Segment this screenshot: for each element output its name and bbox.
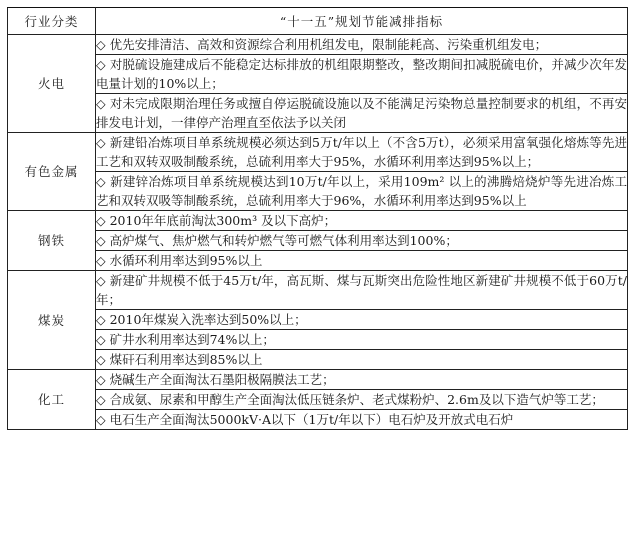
indicator-item: ◇ 煤矸石利用率达到85%以上 bbox=[96, 350, 628, 370]
indicator-item: ◇ 2010年年底前淘汰300m³ 及以下高炉； bbox=[96, 211, 628, 231]
category-cell: 有色金属 bbox=[8, 133, 96, 211]
table-header-row bbox=[8, 8, 628, 35]
table-row bbox=[8, 390, 628, 410]
indicator-item: ◇ 新建铅冶炼项目单系统规模必须达到5万t/年以上（不含5万t），必须采用富氧强化熔炼等先进工艺和双转双吸制酸系统，总硫利用率大于95%，水循环利用率达到95%以上； bbox=[96, 133, 628, 172]
table-row bbox=[8, 94, 628, 133]
header-indicators: “十一五”规划节能减排指标 bbox=[96, 8, 628, 35]
table-row bbox=[8, 35, 628, 55]
table-row bbox=[8, 310, 628, 330]
category-cell: 火电 bbox=[8, 35, 96, 133]
indicator-item: ◇ 合成氨、尿素和甲醇生产全面淘汰低压链条炉、老式煤粉炉、2.6m及以下造气炉等工艺； bbox=[96, 390, 628, 410]
table-row bbox=[8, 172, 628, 211]
table-row bbox=[8, 251, 628, 271]
header-category: 行业分类 bbox=[8, 8, 96, 35]
indicator-item: ◇ 2010年煤炭入洗率达到50%以上； bbox=[96, 310, 628, 330]
table-row bbox=[8, 231, 628, 251]
energy-saving-indicator-table bbox=[7, 7, 628, 430]
category-cell: 钢铁 bbox=[8, 211, 96, 271]
table-row bbox=[8, 211, 628, 231]
table-row bbox=[8, 55, 628, 94]
table-body bbox=[8, 35, 628, 430]
indicator-item: ◇ 新建矿井规模不低于45万t/年，高瓦斯、煤与瓦斯突出危险性地区新建矿井规模不低于60万t/年； bbox=[96, 271, 628, 310]
table-row bbox=[8, 350, 628, 370]
table-row bbox=[8, 410, 628, 430]
indicator-item: ◇ 矿井水利用率达到74%以上； bbox=[96, 330, 628, 350]
indicator-item: ◇ 新建锌冶炼项目单系统规模达到10万t/年以上，采用109m² 以上的沸腾焙烧炉等先进冶炼工艺和双转双吸等制酸系统，总硫利用率大于96%，水循环利用率达到95%以上 bbox=[96, 172, 628, 211]
indicator-item: ◇ 对未完成限期治理任务或擅自停运脱硫设施以及不能满足污染物总量控制要求的机组，不再安排发电计划，一律停产治理直至依法予以关闭 bbox=[96, 94, 628, 133]
indicator-item: ◇ 优先安排清洁、高效和资源综合利用机组发电，限制能耗高、污染重机组发电； bbox=[96, 35, 628, 55]
indicator-item: ◇ 电石生产全面淘汰5000kV·A以下（1万t/年以下）电石炉及开放式电石炉 bbox=[96, 410, 628, 430]
table-row bbox=[8, 271, 628, 310]
table-row bbox=[8, 133, 628, 172]
indicator-item: ◇ 高炉煤气、焦炉燃气和转炉燃气等可燃气体利用率达到100%； bbox=[96, 231, 628, 251]
indicator-item: ◇ 水循环利用率达到95%以上 bbox=[96, 251, 628, 271]
category-cell: 化工 bbox=[8, 370, 96, 430]
indicator-item: ◇ 烧碱生产全面淘汰石墨阳极隔膜法工艺； bbox=[96, 370, 628, 390]
category-cell: 煤炭 bbox=[8, 271, 96, 370]
indicator-item: ◇ 对脱硫设施建成后不能稳定达标排放的机组限期整改，整改期间扣减脱硫电价，并减少次年发电量计划的10%以上； bbox=[96, 55, 628, 94]
table-row bbox=[8, 370, 628, 390]
table-row bbox=[8, 330, 628, 350]
